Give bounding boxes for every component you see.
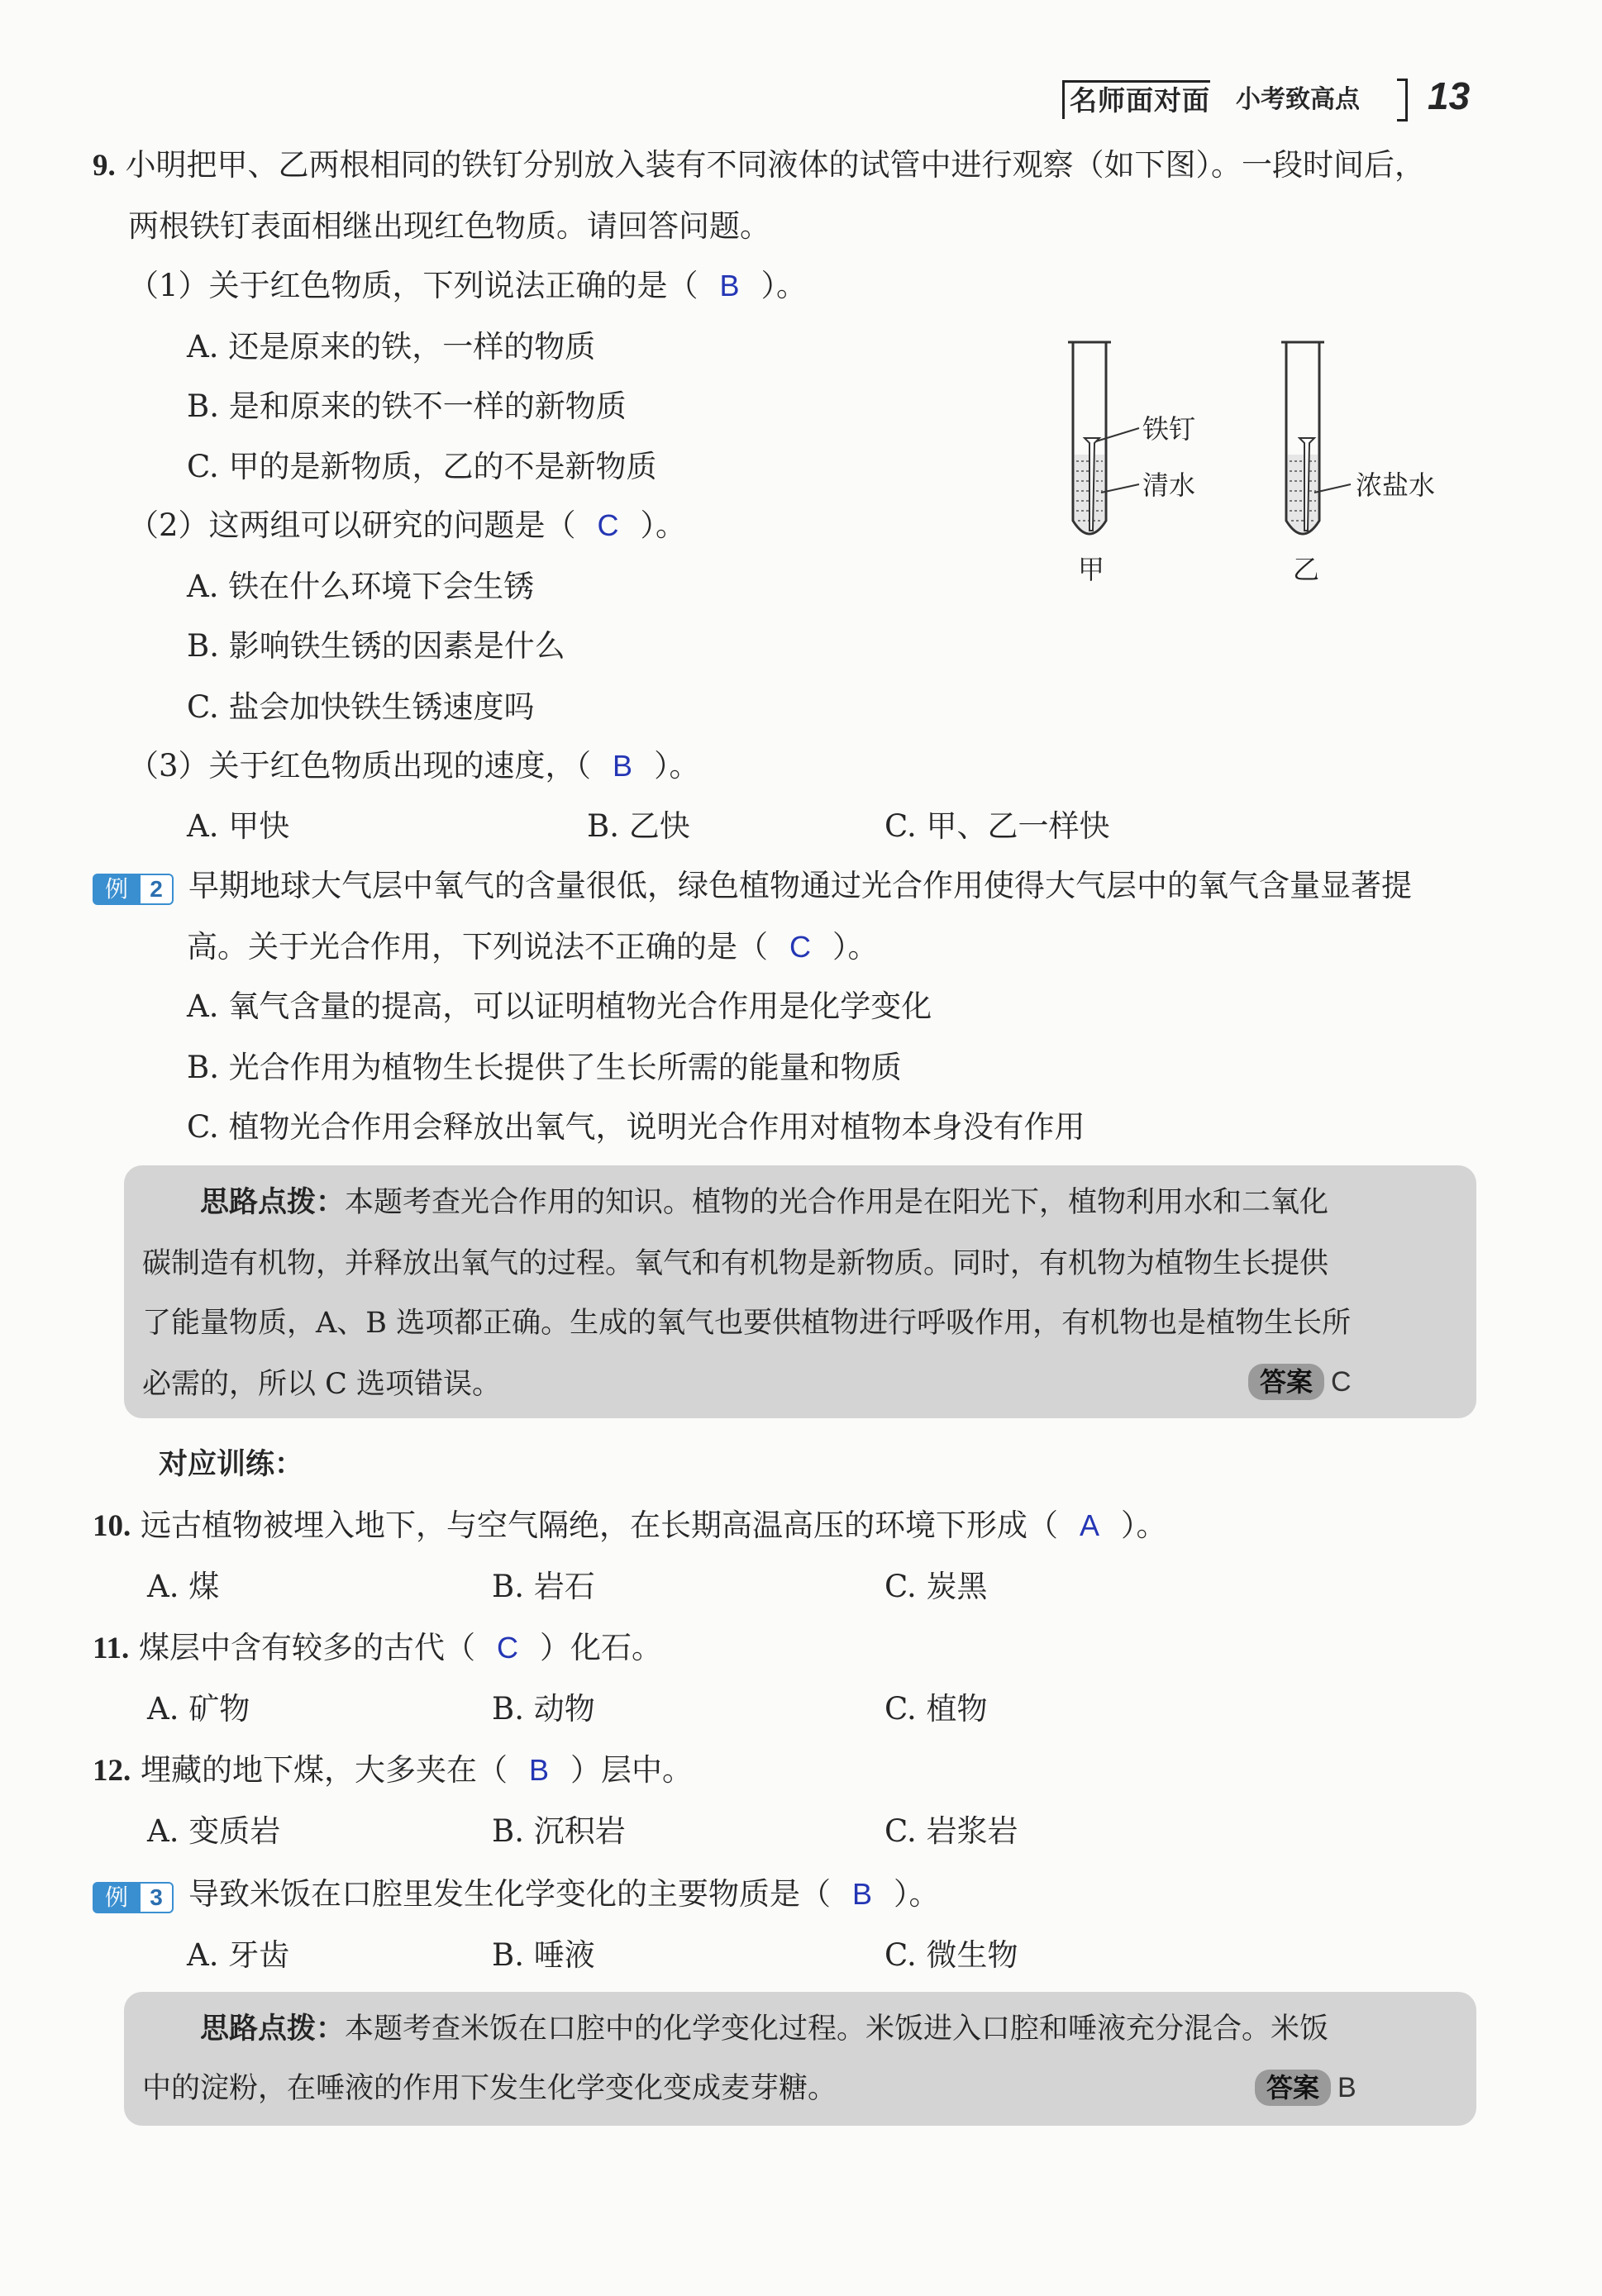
- answer-mark: B: [529, 1753, 550, 1787]
- q9-sub1-option-c: C. 甲的是新物质，乙的不是新物质: [187, 449, 657, 484]
- answer-mark: B: [719, 269, 740, 302]
- label-salt-water: 浓盐水: [1356, 469, 1436, 501]
- page-header: [1062, 74, 1492, 128]
- bracket-decoration: [1397, 79, 1408, 121]
- q11-option-c: C. 植物: [884, 1691, 988, 1727]
- q11-stem: 11. 煤层中含有较多的古代（ C ）化石。: [93, 1628, 662, 1669]
- q9-stem-line2: 两根铁钉表面相继出现红色物质。请回答问题。: [128, 208, 770, 244]
- q12-stem: 12. 埋藏的地下煤，大多夹在（ B ）层中。: [93, 1751, 693, 1791]
- ex3-option-b: B. 唾液: [492, 1937, 595, 1973]
- tube-jia: [1068, 342, 1139, 534]
- ex2-stem-line2: 高。关于光合作用，下列说法不正确的是（ C ）。: [187, 927, 879, 967]
- q9-sub3-option-b: B. 乙快: [587, 808, 690, 844]
- q9-sub1: （1）关于红色物质，下列说法正确的是（ B ）。: [128, 266, 807, 306]
- example-tag: 例 2: [93, 870, 177, 907]
- ex2-hint-line4: 必需的，所以 C 选项错误。: [142, 1368, 502, 1401]
- ex3-hint-line2: 中的淀粉，在唾液的作用下发生化学变化变成麦芽糖。: [142, 2072, 837, 2105]
- q9-sub1-option-a: A. 还是原来的铁，一样的物质: [187, 329, 596, 364]
- test-tube-figure: [1042, 331, 1488, 612]
- question-number: 9.: [93, 149, 116, 183]
- ex3-option-c: C. 微生物: [884, 1937, 1018, 1973]
- q10-option-a: A. 煤: [147, 1569, 220, 1604]
- ex3-hint-box: [124, 1992, 1476, 2126]
- ex3-answer-key: 答案 B: [1255, 2070, 1356, 2106]
- q9-sub3: （3）关于红色物质出现的速度，（ B ）。: [128, 746, 700, 786]
- q9-sub2-option-a: A. 铁在什么环境下会生锈: [187, 569, 535, 604]
- q9-sub2-option-c: C. 盐会加快铁生锈速度吗: [187, 689, 535, 725]
- q11-option-a: A. 矿物: [147, 1691, 250, 1727]
- q9-stem-line1: 9. 小明把甲、乙两根相同的铁钉分别放入装有不同液体的试管中进行观察（如下图）。一段时间后，: [93, 147, 1426, 183]
- ex2-hint-line1: 思路点拨：本题考查光合作用的知识。植物的光合作用是在阳光下，植物利用水和二氧化: [200, 1186, 1329, 1219]
- q9-sub2: （2）这两组可以研究的问题是（ C ）。: [128, 506, 686, 545]
- ex2-option-a: A. 氧气含量的提高，可以证明植物光合作用是化学变化: [187, 988, 932, 1024]
- page-number: 13: [1428, 74, 1471, 117]
- label-nail: 铁钉: [1142, 413, 1196, 445]
- q10-stem: 10. 远古植物被埋入地下，与空气隔绝，在长期高温高压的环境下形成（ A ）。: [93, 1506, 1167, 1546]
- q12-option-c: C. 岩浆岩: [884, 1813, 1018, 1849]
- ex3-stem: 例 3 导致米饭在口腔里发生化学变化的主要物质是（ B ）。: [93, 1874, 940, 1915]
- series-subtitle: 小考致高点: [1236, 86, 1360, 113]
- q12-option-a: A. 变质岩: [147, 1813, 281, 1849]
- q9-sub3-option-a: A. 甲快: [187, 808, 290, 844]
- q12-option-b: B. 沉积岩: [492, 1813, 626, 1849]
- tube-yi-label: 乙: [1293, 554, 1320, 585]
- answer-mark: C: [597, 508, 619, 542]
- answer-mark: B: [852, 1877, 873, 1911]
- ex2-option-b: B. 光合作用为植物生长提供了生长所需的能量和物质: [187, 1050, 902, 1085]
- q9-sub1-option-b: B. 是和原来的铁不一样的新物质: [187, 388, 627, 424]
- ex2-stem-line1: 例 2 早期地球大气层中氧气的含量很低，绿色植物通过光合作用使得大气层中的氧气含量显著提: [93, 866, 1412, 907]
- brand-logo: 名师面对面: [1062, 80, 1210, 119]
- ex2-hint-line3: 了能量物质，A、B 选项都正确。生成的氧气也要供植物进行呼吸作用，有机物也是植物生长所: [142, 1307, 1352, 1340]
- label-water: 清水: [1142, 469, 1196, 501]
- ex3-hint-line1: 思路点拨：本题考查米饭在口腔中的化学变化过程。米饭进入口腔和唾液充分混合。米饭: [200, 2013, 1329, 2046]
- q9-sub3-option-c: C. 甲、乙一样快: [884, 808, 1110, 844]
- tube-jia-label: 甲: [1078, 554, 1105, 585]
- example-tag: 例 3: [93, 1879, 177, 1915]
- answer-mark: C: [789, 930, 811, 964]
- ex2-hint-box: [124, 1165, 1476, 1418]
- answer-mark: C: [496, 1631, 518, 1665]
- answer-mark: B: [613, 749, 633, 783]
- q10-option-c: C. 炭黑: [884, 1569, 988, 1604]
- q11-option-b: B. 动物: [492, 1691, 595, 1727]
- training-title: 对应训练：: [159, 1448, 304, 1481]
- ex3-option-a: A. 牙齿: [187, 1937, 290, 1973]
- ex2-option-c: C. 植物光合作用会释放出氧气，说明光合作用对植物本身没有作用: [187, 1109, 1085, 1145]
- tube-yi: [1281, 342, 1351, 534]
- q9-sub2-option-b: B. 影响铁生锈的因素是什么: [187, 628, 565, 664]
- answer-mark: A: [1080, 1508, 1100, 1542]
- ex2-answer-key: 答案 C: [1248, 1364, 1352, 1400]
- ex2-hint-line2: 碳制造有机物，并释放出氧气的过程。氧气和有机物是新物质。同时，有机物为植物生长提供: [142, 1247, 1329, 1280]
- q10-option-b: B. 岩石: [492, 1569, 595, 1604]
